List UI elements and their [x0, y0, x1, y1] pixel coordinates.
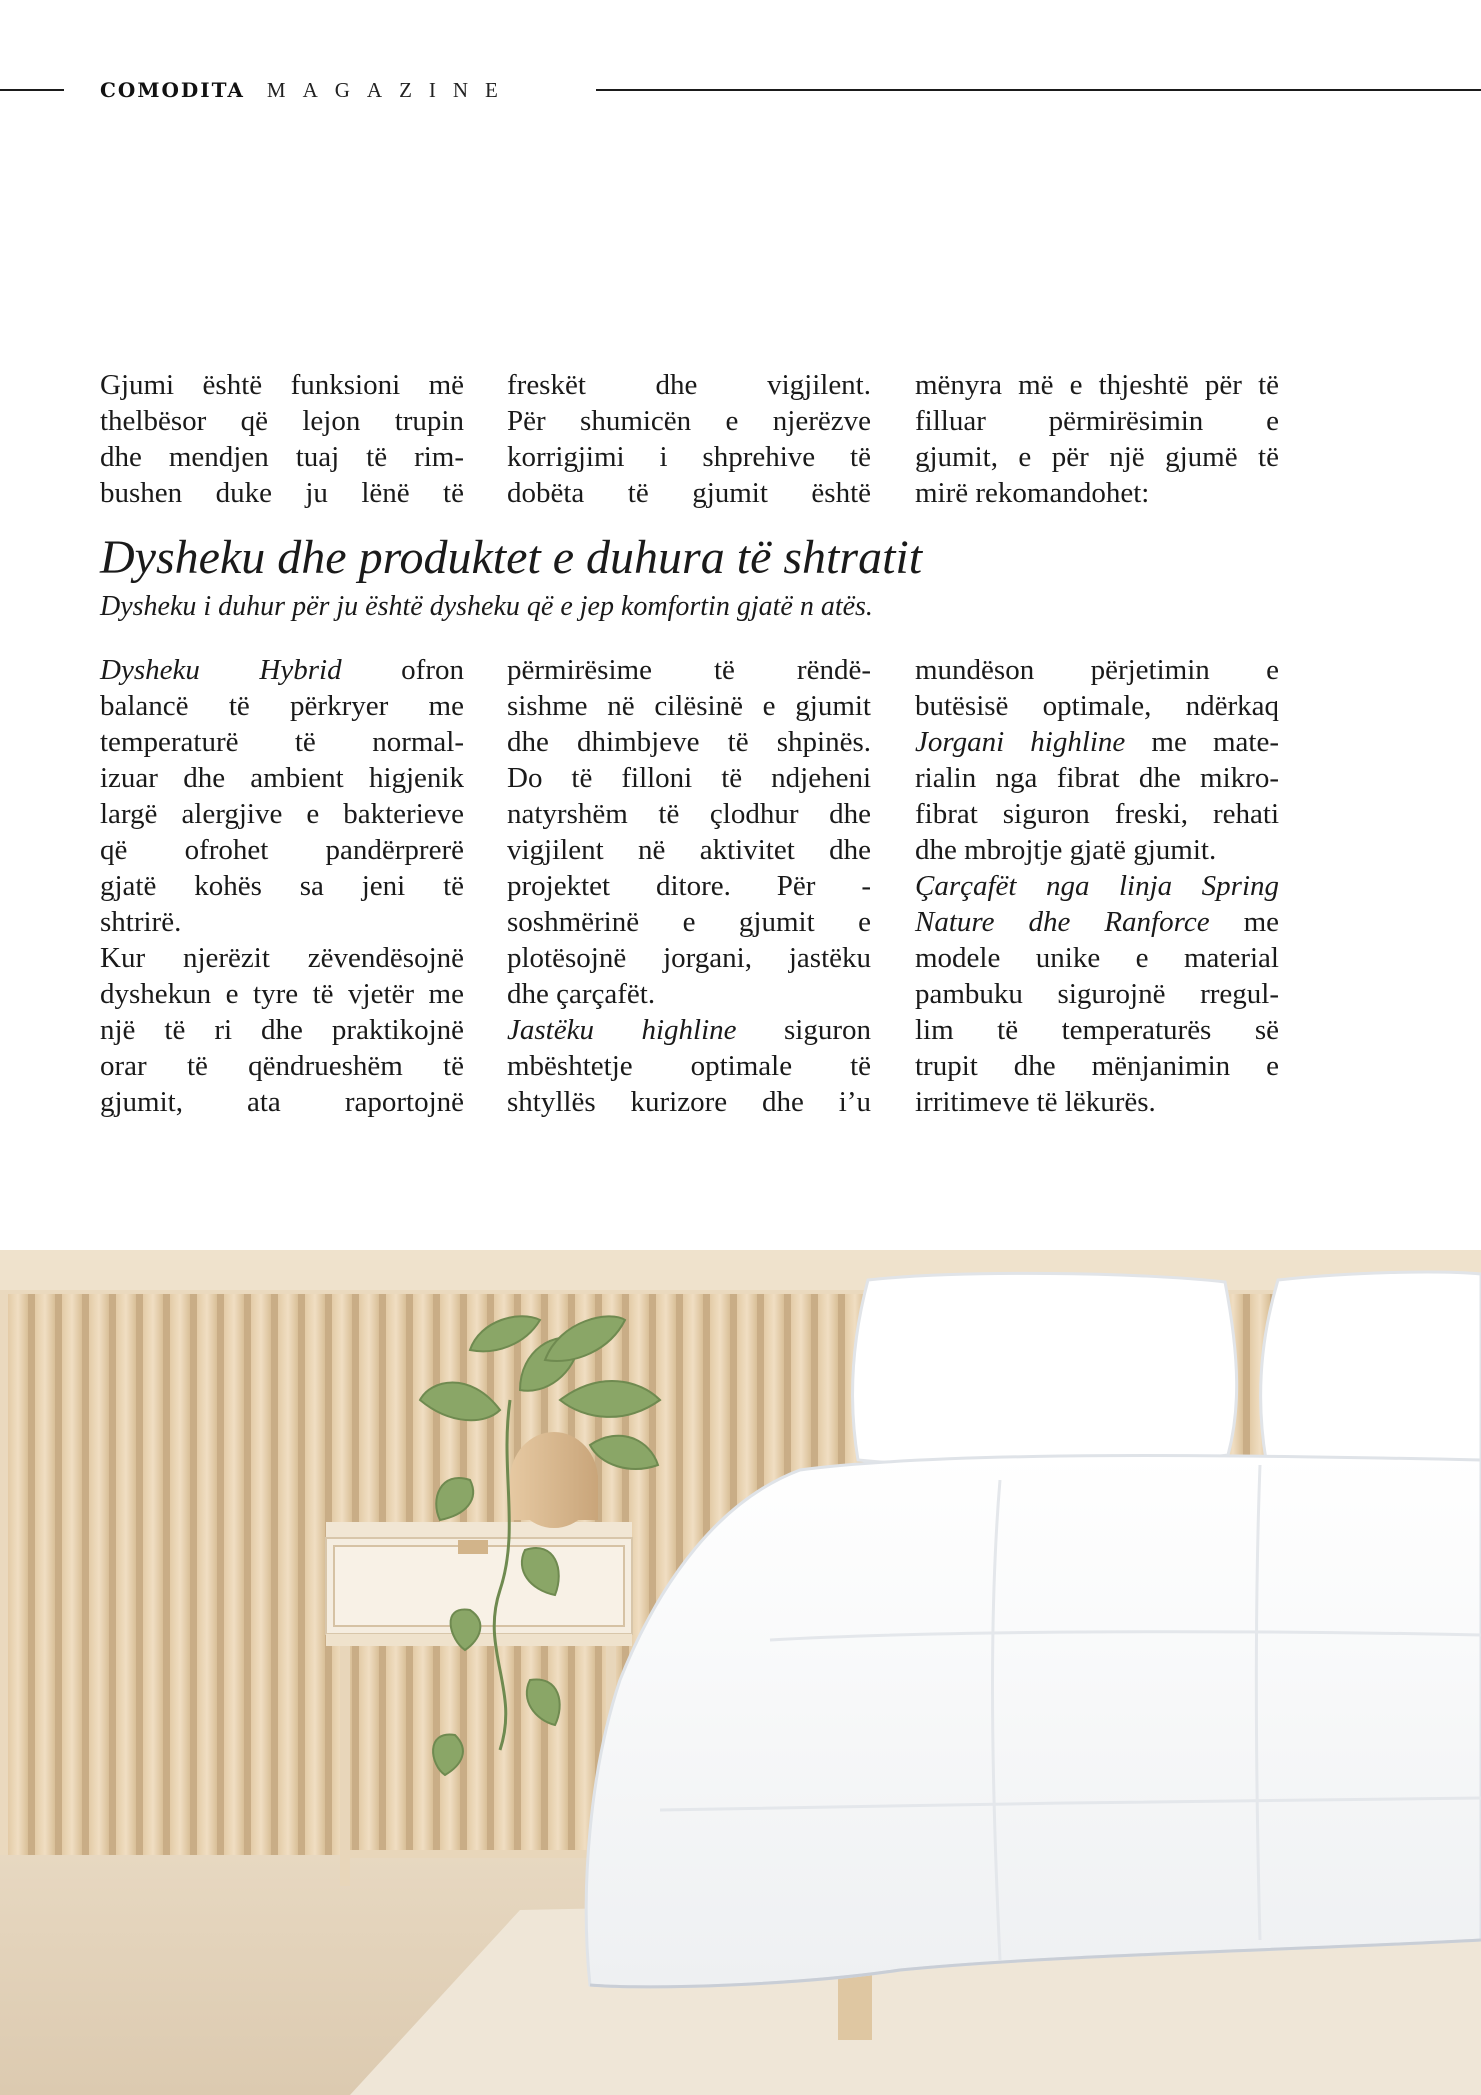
wood-slat: [116, 1294, 136, 1859]
intro-col2-line: dobëta të gjumit është: [507, 477, 871, 509]
intro-col3-line: mirë rekomandohet:: [915, 477, 1150, 509]
wood-slat-gap: [217, 1294, 224, 1859]
body-col3-line: fibrat siguron freski, rehati: [915, 798, 1279, 830]
body-col2-line: mbështetje optimale të: [507, 1050, 871, 1082]
body-col1-line: orar të qëndrueshëm të: [100, 1050, 464, 1082]
body-col3-line: irritimeve të lëkurës.: [915, 1086, 1156, 1118]
body-col1-line: largë alergjive e bakterieve: [100, 798, 464, 830]
body-col2-line: projektet ditore. Për -: [507, 870, 871, 902]
wood-slat-gap: [190, 1294, 197, 1859]
body-col3-line: lim të temperaturës së: [915, 1014, 1279, 1046]
body-col2-line: plotësojnë jorgani, jastëku: [507, 942, 871, 974]
body-column-3: [915, 652, 1279, 1120]
product-name-sheets: Çarçafët nga linja Spring: [915, 870, 1279, 902]
wood-slat-gap: [109, 1294, 116, 1859]
body-col1-line: një të ri dhe praktikojnë: [100, 1014, 464, 1046]
wood-slat: [62, 1294, 82, 1859]
body-col1-line: gjumit, ata raportojnë: [100, 1086, 464, 1118]
intro-column-3: [915, 367, 1279, 511]
body-col3-line: dhe mbrojtje gjatë gjumit.: [915, 834, 1217, 866]
wood-slat-gap: [55, 1294, 62, 1859]
intro-col3-line: gjumit, e për një gjumë të: [915, 441, 1279, 473]
wood-slat: [89, 1294, 109, 1859]
wood-slat-gap: [28, 1294, 35, 1859]
wood-slat: [197, 1294, 217, 1859]
header-rule-right: [596, 89, 1481, 91]
body-col2-line: natyrshëm të çlodhur dhe: [507, 798, 871, 830]
body-col1-line: balancë të përkryer me: [100, 690, 464, 722]
intro-col2-line: freskët dhe vigjilent.: [507, 369, 871, 401]
article-subheading: Dysheku i duhur për ju është dysheku që e jep komfortin gjatë n atës.: [100, 591, 873, 622]
body-col3-line: trupit dhe mënjanimin e: [915, 1050, 1279, 1082]
body-col2-line: dhe dhimbjeve të shpinës.: [507, 726, 871, 758]
body-col2-line: Do të filloni të ndjeheni: [507, 762, 871, 794]
wood-slat-gap: [82, 1294, 89, 1859]
header-rule-left: [0, 89, 64, 91]
body-col2-line: sishme në cilësinë e gjumit: [507, 690, 871, 722]
wood-slat: [170, 1294, 190, 1859]
body-col1-line: izuar dhe ambient higjenik: [100, 762, 464, 794]
product-name-duvet: Jorgani highline: [915, 726, 1126, 758]
intro-col3-line: mënyra më e thjeshtë për të: [915, 369, 1279, 401]
section-name: MAGAZINE: [266, 77, 515, 102]
wood-slat-gap: [136, 1294, 143, 1859]
product-name-mattress: Dysheku Hybrid: [100, 654, 342, 686]
product-name-pillow: Jastëku highline: [507, 1014, 737, 1046]
body-col1-line: shtrirë.: [100, 906, 182, 938]
body-col3-line: modele unike e material: [915, 942, 1279, 974]
body-col3-line: mundëson përjetimin e: [915, 654, 1279, 686]
wood-slat-gap: [298, 1294, 305, 1859]
intro-column-2: [507, 367, 871, 511]
intro-col3-line: filluar përmirësimin e: [915, 405, 1279, 437]
wood-slat: [224, 1294, 244, 1859]
product-name-sheets-cont: Nature dhe Ranforce: [915, 906, 1210, 938]
intro-col1-line: bushen duke ju lënë të: [100, 477, 464, 509]
body-col3-line: Jorgani highline me mate-: [915, 726, 1279, 758]
intro-col1-line: dhe mendjen tuaj të rim-: [100, 441, 464, 473]
intro-col2-line: Për shumicën e njerëzve: [507, 405, 871, 437]
wood-slat: [278, 1294, 298, 1859]
wood-slat-gap: [163, 1294, 170, 1859]
duvet: [586, 1456, 1481, 1987]
wood-slat-gap: [271, 1294, 278, 1859]
wood-slat: [8, 1294, 28, 1859]
wall-top-rail: [0, 1250, 1481, 1290]
body-column-1: [100, 652, 464, 1120]
body-col2-line: përmirësime të rëndë-: [507, 654, 871, 686]
body-col2-line: dhe çarçafët.: [507, 978, 656, 1010]
body-col2-line: vigjilent në aktivitet dhe: [507, 834, 871, 866]
body-col3-line: rialin nga fibrat dhe mikro-: [915, 762, 1279, 794]
body-col3-line: Nature dhe Ranforce me: [915, 906, 1280, 938]
intro-col1-line: Gjumi është funksioni më: [100, 369, 464, 401]
body-col1-line: Kur njerëzit zëvendësojnë: [100, 942, 464, 974]
intro-col1-line: thelbësor që lejon trupin: [100, 405, 464, 437]
bedroom-photo: [0, 1250, 1481, 2095]
wood-slat: [35, 1294, 55, 1859]
body-col2-line: Jastëku highline siguron: [507, 1014, 871, 1046]
wood-slat: [251, 1294, 271, 1859]
body-col3-line: butësisë optimale, ndërkaq: [915, 690, 1279, 722]
wood-slat-gap: [244, 1294, 251, 1859]
body-col3-line: [915, 868, 1279, 904]
body-col3-line: pambuku sigurojnë rregul-: [915, 978, 1279, 1010]
body-col1-line: dyshekun e tyre të vjetër me: [100, 978, 464, 1010]
pillow-left: [853, 1273, 1237, 1467]
brand-name: COMODITA: [100, 78, 245, 102]
body-col2-line: soshmërinë e gjumit e: [507, 906, 871, 938]
body-col1-line: gjatë kohës sa jeni të: [100, 870, 464, 902]
intro-column-1: [100, 367, 464, 511]
body-col2-line: shtyllës kurizore dhe i’u: [507, 1086, 871, 1118]
body-column-2: [507, 652, 871, 1120]
body-col1-line: temperaturë të normal-: [100, 726, 464, 758]
intro-col2-line: korrigjimi i shprehive të: [507, 441, 871, 473]
body-col1-line: Dysheku Hybrid ofron: [100, 654, 464, 686]
wood-slat: [305, 1294, 325, 1859]
body-col1-line: që ofrohet pandërprerë: [100, 834, 464, 866]
wood-slat: [143, 1294, 163, 1859]
pillow-right: [1261, 1272, 1481, 1469]
article-heading: Dysheku dhe produktet e duhura të shtratit: [100, 531, 923, 584]
masthead: [100, 76, 515, 104]
